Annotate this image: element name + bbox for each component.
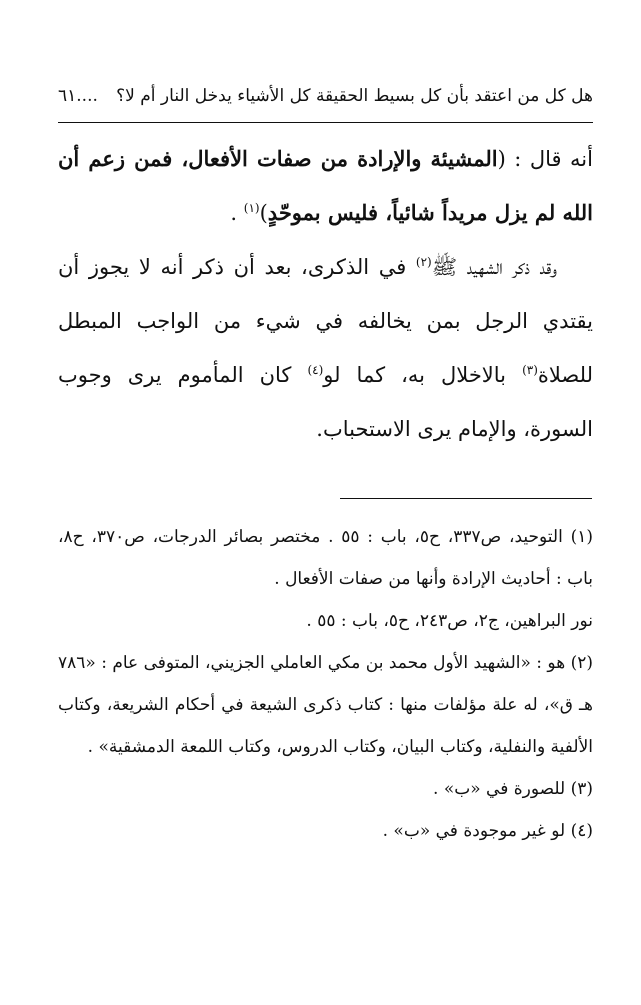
quote-close: ) [259, 201, 268, 225]
footnote-2: (٢) هو : «الشهيد الأول محمد بن مكي العاملي الجزيني، المتوفى عام : «٧٨٦ هـ ق»، له علة مؤلفات منها : كتاب ذكرى الشيعة في أحكام الشريعة، وكتاب الألفية والنفلية، وكتاب البيان، وكتاب الدروس، وكتاب اللمعة الدمشقية» . [58, 653, 593, 757]
paragraph-2 [58, 240, 593, 456]
header-divider [58, 122, 593, 123]
footnotes [58, 516, 593, 852]
paragraph-2-part-d: كان المأموم يرى وجوب السورة، والإمام يرى الاستحباب. [58, 363, 593, 441]
quoted-hadith: المشيئة والإرادة من صفات الأفعال، فمن زعم أن الله لم يزل مريداً شائياً، فليس بموحّدٍ [58, 146, 593, 225]
running-title: هل كل من اعتقد بأن كل بسيط الحقيقة كل الأشياء يدخل النار أم لا؟ [116, 86, 593, 106]
main-text [58, 132, 593, 456]
footnote-3: (٣) للصورة في «ب» . [433, 779, 593, 799]
paragraph-1-intro: أنه قال : ( [497, 147, 593, 171]
footnote-1-continued: نور البراهين، ج٢، ص٢٤٣، ح٥، باب : ٥٥ . [306, 611, 593, 631]
footnote-ref-2: (٢) [415, 255, 432, 269]
footnote-ref-3: (٣) [522, 363, 538, 377]
page-number: ....٦١ [58, 86, 98, 106]
paragraph-1-end: . [230, 201, 244, 225]
footnote-1: (١) التوحيد، ص٣٣٧، ح٥، باب : ٥٥ . مختصر بصائر الدرجات، ص٣٧٠، ح٨، باب : أحاديث الإرادة وأنها من صفات الأفعال . [58, 527, 593, 589]
footnote-ref-1: (١) [243, 201, 260, 215]
paragraph-2-part-b: في الذكرى، بعد أن ذكر أنه لا يجوز أن يقتدي الرجل بمن يخالفه في شيء من الواجب المبطل للصلاة [58, 255, 593, 387]
paragraph-2-part-c: بالاخلال به، كما لو [323, 363, 523, 387]
footnote-4: (٤) لو غير موجودة في «ب» . [382, 821, 593, 841]
footnote-divider [340, 498, 592, 499]
footnote-ref-4: (٤) [307, 363, 324, 377]
paragraph-2-part-a: وقد ذكر الشهيد ﷺ [431, 255, 557, 279]
paragraph-1 [58, 132, 593, 240]
running-header [58, 86, 593, 106]
